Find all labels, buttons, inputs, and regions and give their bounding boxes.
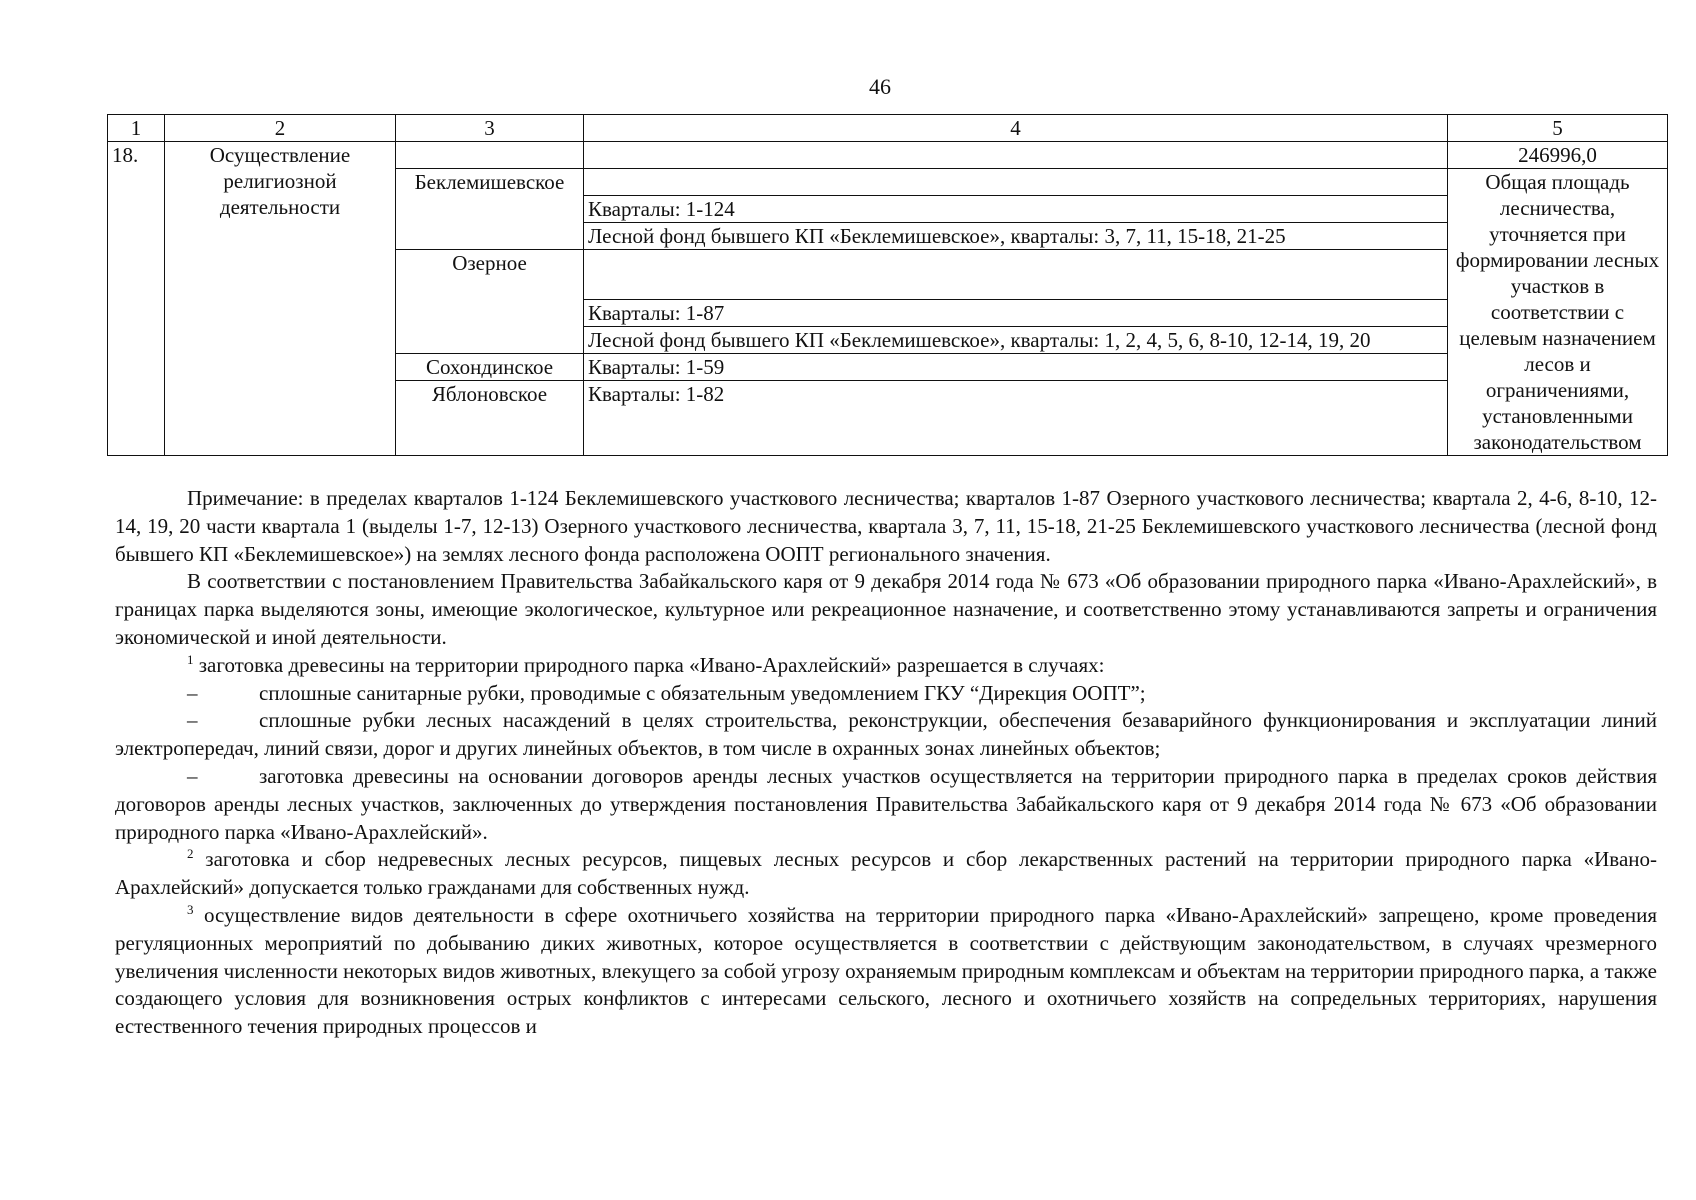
footnote-text: осуществление видов деятельности в сфере охотничьего хозяйства на территории природного парка «Ивано-Арахлейский» запрещено, кроме проведения регуляционных мероприятий по добыванию диких животных, которое осуществляется в соответствии с действующим законодательством, в случаях чрезмерного увеличения численности некоторых видов животных, влекущего за собой угрозу охраняемым природным комплексам и объектам на территории природного парка, а также создающего условия для возникновения острых конфликтов с интересами сельского, лесного и охотничьего хозяйств на сопредельных территориях, нарушения естественного течения природных процессов и <box>115 902 1657 1039</box>
row-number: 18. <box>108 142 165 456</box>
dash-item <box>115 707 1657 763</box>
footnote-mark: 2 <box>187 846 194 862</box>
dash-item <box>115 763 1657 846</box>
area-note: Общая площадь лесничества, уточняется при формировании лесных участков в соответствии с целевым назначением лесов и ограничениями, установленными законодательством <box>1448 169 1668 456</box>
empty-cell <box>584 250 1448 300</box>
column-header: 3 <box>396 115 584 142</box>
footnote-1 <box>115 652 1657 680</box>
decree-paragraph: В соответствии с постановлением Правительства Забайкальского каря от 9 декабря 2014 года № 673 «Об образовании природного парка «Ивано-Арахлейский», в границах парка выделяются зоны, имеющие экологическое, культурное или рекреационное назначение, и соответственно этому устанавливаются запреты и ограничения экономической и иной деятельности. <box>115 569 1657 649</box>
table-row <box>108 142 1668 169</box>
dash-text: заготовка древесины на основании договоров аренды лесных участков осуществляется на территории природного парка в пределах сроков действия договоров аренды лесных участков, заключенных до утверждения постановления Правительства Забайкальского каря от 9 декабря 2014 года № 673 «Об образовании природного парка «Ивано-Арахлейский». <box>115 763 1657 844</box>
forestry-name: Яблоновское <box>396 381 584 456</box>
empty-cell <box>396 142 584 169</box>
quarter-cell: Кварталы: 1-59 <box>584 354 1448 381</box>
forestry-name: Беклемишевское <box>396 169 584 250</box>
footnote-text: заготовка и сбор недревесных лесных ресурсов, пищевых лесных ресурсов и сбор лекарственных растений на территории природного парка «Ивано-Арахлейский» допускается только гражданами для собственных нужд. <box>115 847 1657 900</box>
dash-text: сплошные рубки лесных насаждений в целях строительства, реконструкции, обеспечения безаварийного функционирования и эксплуатации линий электропередач, линий связи, дорог и других линейных объектов, в том числе в охранных зонах линейных объектов; <box>115 708 1657 761</box>
activity-cell: Осуществление религиозной деятельности <box>165 142 396 456</box>
dash-mark: – <box>187 763 198 788</box>
page-number: 46 <box>869 74 891 99</box>
quarter-cell: Лесной фонд бывшего КП «Беклемишевское», кварталы: 3, 7, 11, 15-18, 21-25 <box>584 223 1448 250</box>
quarter-cell: Лесной фонд бывшего КП «Беклемишевское», кварталы: 1, 2, 4, 5, 6, 8-10, 12-14, 19, 20 <box>584 327 1448 354</box>
dash-mark: – <box>187 708 198 733</box>
total-area: 246996,0 <box>1448 142 1668 169</box>
empty-cell <box>584 169 1448 196</box>
quarter-cell: Кварталы: 1-82 <box>584 381 1448 456</box>
note-paragraph: Примечание: в пределах кварталов 1-124 Беклемишевского участкового лесничества; кварталов 1-87 Озерного участкового лесничества; квартала 2, 4-6, 8-10, 12-14, 19, 20 части квартала 1 (выделы 1-7, 12-13) Озерного участкового лесничества, квартала 3, 7, 11, 15-18, 21-25 Беклемишевского участкового лесничества (лесной фонд бывшего КП «Беклемишевское») на землях лесного фонда расположена ООПТ регионального значения. <box>115 486 1657 566</box>
dash-text: сплошные санитарные рубки, проводимые с обязательным уведомлением ГКУ “Дирекция ООПТ”; <box>259 680 1146 705</box>
column-header: 2 <box>165 115 396 142</box>
forestry-name: Озерное <box>396 250 584 354</box>
table-header-row <box>108 115 1668 142</box>
footnote-text: заготовка древесины на территории природного парка «Ивано-Арахлейский» разрешается в случаях: <box>198 652 1105 677</box>
column-header: 5 <box>1448 115 1668 142</box>
dash-item <box>115 680 1657 708</box>
footnote-mark: 3 <box>187 901 194 917</box>
quarter-cell: Кварталы: 1-87 <box>584 300 1448 327</box>
footnote-mark: 1 <box>187 651 194 667</box>
column-header: 1 <box>108 115 165 142</box>
empty-cell <box>584 142 1448 169</box>
column-header: 4 <box>584 115 1448 142</box>
dash-mark: – <box>187 680 198 705</box>
footnote-3 <box>115 902 1657 1041</box>
notes-section <box>115 485 1657 1041</box>
quarter-cell: Кварталы: 1-124 <box>584 196 1448 223</box>
footnote-2 <box>115 846 1657 902</box>
forestry-name: Сохондинское <box>396 354 584 381</box>
forestry-table <box>107 114 1668 456</box>
